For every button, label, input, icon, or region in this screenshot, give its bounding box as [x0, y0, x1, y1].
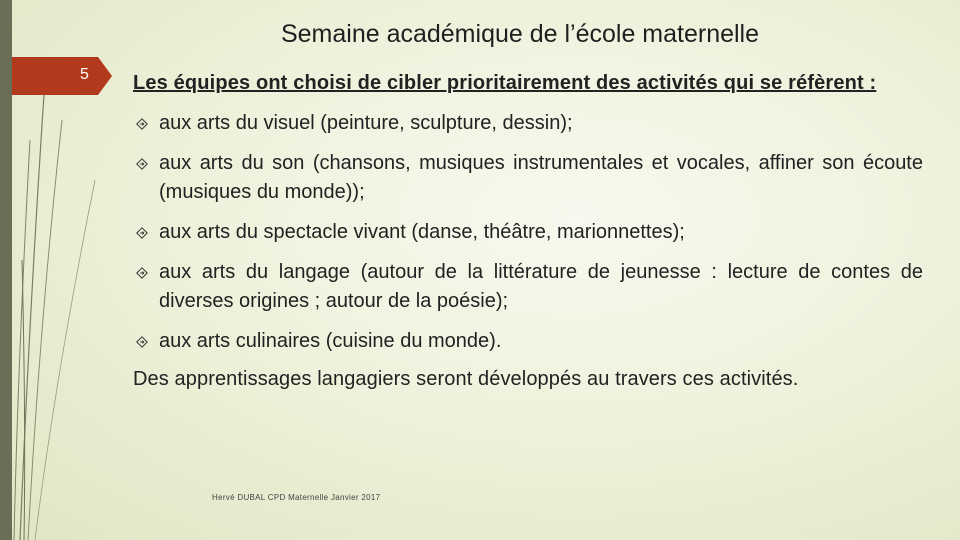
list-item	[133, 218, 923, 247]
slide-number-tab	[12, 57, 112, 95]
diamond-arrow-icon	[136, 336, 148, 348]
diamond-arrow-icon	[136, 158, 148, 170]
slide-number: 5	[80, 66, 89, 83]
conclusion-text: Des apprentissages langagiers seront développés au travers ces activités.	[133, 368, 799, 390]
footer-text: Hervé DUBAL CPD Maternelle Janvier 2017	[212, 493, 381, 502]
list-item	[133, 109, 923, 138]
slide-content	[133, 70, 923, 413]
list-item-text: aux arts culinaires (cuisine du monde).	[159, 330, 502, 352]
list-item	[133, 258, 923, 316]
slide-title: Semaine académique de l’école maternelle	[280, 20, 760, 48]
list-item	[133, 149, 923, 207]
list-item	[133, 327, 923, 356]
diamond-arrow-icon	[136, 267, 148, 279]
list-item-text: aux arts du visuel (peinture, sculpture, dessin);	[159, 112, 573, 134]
diamond-arrow-icon	[136, 118, 148, 130]
list-item-text: aux arts du langage (autour de la littérature de jeunesse : lecture de contes de diverses origines ; autour de la poésie);	[159, 261, 923, 312]
activity-list	[133, 109, 923, 356]
list-item-text: aux arts du spectacle vivant (danse, théâtre, marionnettes);	[159, 221, 685, 243]
list-item-text: aux arts du son (chansons, musiques instrumentales et vocales, affiner son écoute (musiques du monde));	[159, 152, 923, 203]
diamond-arrow-icon	[136, 227, 148, 239]
intro-text: Les équipes ont choisi de cibler prioritairement des activités qui se réfèrent :	[133, 72, 877, 94]
